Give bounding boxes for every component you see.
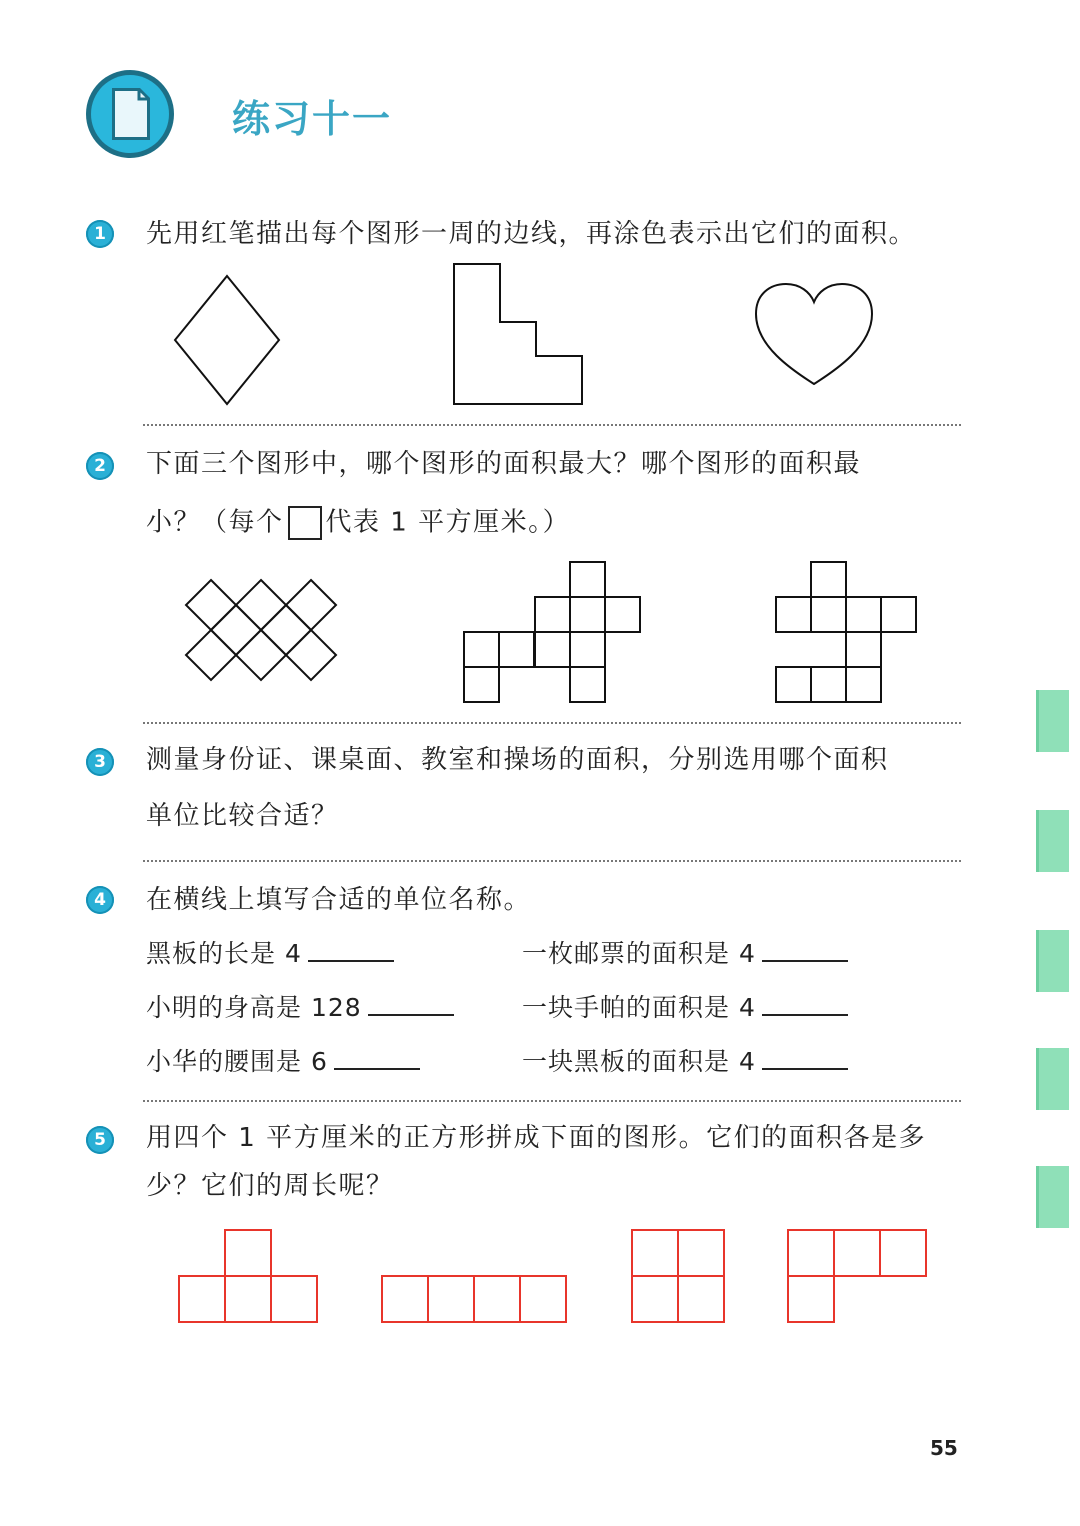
chapter-tab — [1036, 930, 1069, 992]
answer-blank[interactable] — [334, 1048, 420, 1070]
answer-blank[interactable] — [762, 994, 848, 1016]
o-tetromino-shape — [630, 1228, 726, 1326]
question-number-4: 4 — [86, 886, 114, 914]
heart-shape — [752, 280, 876, 388]
question-2-line-2-end: 代表 1 平方厘米。） — [325, 507, 571, 538]
t-tetromino-shape — [178, 1228, 320, 1326]
divider — [143, 424, 961, 426]
i-tetromino-shape — [380, 1274, 570, 1326]
answer-blank[interactable] — [762, 1048, 848, 1070]
question-number-2: 2 — [86, 452, 114, 480]
diagonal-grid-shape — [184, 578, 338, 684]
answer-blank[interactable] — [762, 940, 848, 962]
square-grid-shape-b — [462, 560, 644, 704]
question-1-text: 先用红笔描出每个图形一周的边线，再涂色表示出它们的面积。 — [146, 219, 917, 249]
chapter-tab — [1036, 810, 1069, 872]
page-icon — [84, 68, 176, 160]
page-number: 55 — [930, 1436, 958, 1460]
divider — [143, 1100, 961, 1102]
divider — [143, 722, 961, 724]
question-number-5: 5 — [86, 1126, 114, 1154]
unit-square-icon — [288, 506, 322, 540]
question-2-line-1: 下面三个图形中，哪个图形的面积最大？哪个图形的面积最 — [146, 449, 862, 479]
fill-item: 小明的身高是 128 — [146, 994, 454, 1022]
question-2-line-2-start: 小？（每个 — [146, 507, 284, 538]
divider — [143, 860, 961, 862]
question-4-text: 在横线上填写合适的单位名称。 — [146, 885, 532, 915]
question-number-1: 1 — [86, 220, 114, 248]
diamond-shape — [172, 274, 282, 406]
fill-item: 一枚邮票的面积是 4 — [522, 940, 848, 968]
square-grid-shape-c — [774, 560, 922, 704]
page-title: 练习十一 — [232, 96, 393, 141]
fill-item: 一块黑板的面积是 4 — [522, 1048, 848, 1076]
question-2-line-2 — [146, 506, 570, 540]
fill-item: 一块手帕的面积是 4 — [522, 994, 848, 1022]
fill-item: 小华的腰围是 6 — [146, 1048, 420, 1076]
chapter-tab — [1036, 690, 1069, 752]
l-tetromino-shape — [786, 1228, 930, 1326]
question-5-line-1: 用四个 1 平方厘米的正方形拼成下面的图形。它们的面积各是多 — [146, 1123, 927, 1153]
question-3-line-1: 测量身份证、课桌面、教室和操场的面积，分别选用哪个面积 — [146, 745, 889, 775]
answer-blank[interactable] — [368, 994, 454, 1016]
question-3-line-2: 单位比较合适？ — [146, 801, 339, 831]
answer-blank[interactable] — [308, 940, 394, 962]
question-number-3: 3 — [86, 748, 114, 776]
question-5-line-2: 少？它们的周长呢？ — [146, 1171, 394, 1201]
fill-item: 黑板的长是 4 — [146, 940, 394, 968]
chapter-tab — [1036, 1166, 1069, 1228]
chapter-tab — [1036, 1048, 1069, 1110]
staircase-shape — [450, 262, 588, 408]
